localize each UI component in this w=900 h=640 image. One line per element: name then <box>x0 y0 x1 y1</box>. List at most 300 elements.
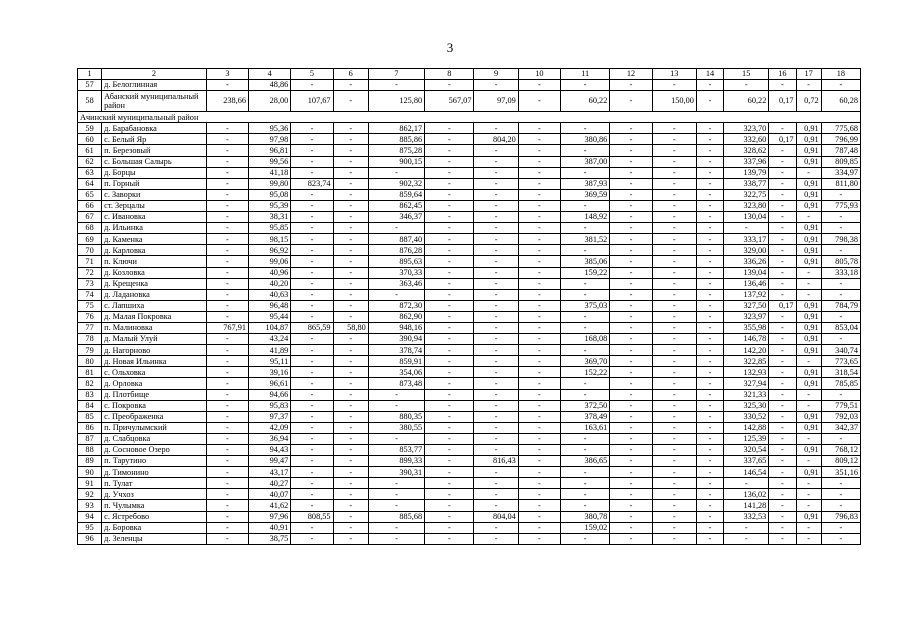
value-cell: - <box>610 200 652 211</box>
value-cell: 0,91 <box>796 345 821 356</box>
value-cell: - <box>368 478 424 489</box>
value-cell: - <box>610 300 652 311</box>
row-number-cell: 82 <box>78 378 102 389</box>
value-cell: 6 <box>333 69 368 80</box>
table-row <box>78 389 861 400</box>
value-cell: - <box>769 356 796 367</box>
value-cell: - <box>696 178 723 189</box>
value-cell: 7 <box>368 69 424 80</box>
value-cell: - <box>652 334 696 345</box>
row-number-cell: 68 <box>78 223 102 234</box>
value-cell: 58,80 <box>333 322 368 333</box>
table-row <box>78 400 861 411</box>
settlement-name-cell: с. Ольховка <box>102 367 207 378</box>
value-cell: - <box>610 156 652 167</box>
value-cell: - <box>696 267 723 278</box>
value-cell: 785,85 <box>821 378 860 389</box>
value-cell: - <box>561 200 610 211</box>
value-cell: 136,46 <box>724 278 769 289</box>
value-cell: - <box>474 334 518 345</box>
value-cell: - <box>291 378 333 389</box>
value-cell: - <box>796 456 821 467</box>
value-cell: - <box>425 467 474 478</box>
value-cell: 11 <box>561 69 610 80</box>
value-cell: - <box>425 345 474 356</box>
value-cell: - <box>796 522 821 533</box>
value-cell: - <box>518 456 560 467</box>
value-cell: - <box>696 223 723 234</box>
table-row <box>78 256 861 267</box>
value-cell: - <box>796 212 821 223</box>
value-cell: 380,78 <box>561 511 610 522</box>
value-cell: - <box>206 456 248 467</box>
value-cell: 385,06 <box>561 256 610 267</box>
value-cell: - <box>206 234 248 245</box>
value-cell: - <box>333 456 368 467</box>
value-cell: - <box>696 411 723 422</box>
value-cell: - <box>206 123 248 134</box>
value-cell: 0,91 <box>796 145 821 156</box>
value-cell: - <box>333 522 368 533</box>
value-cell: - <box>610 400 652 411</box>
value-cell: 43,17 <box>249 467 291 478</box>
row-number-cell: 89 <box>78 456 102 467</box>
value-cell: - <box>652 167 696 178</box>
value-cell: - <box>474 289 518 300</box>
settlement-name-cell: с. Лапшиха <box>102 300 207 311</box>
value-cell: 99,80 <box>249 178 291 189</box>
value-cell: 150,00 <box>652 91 696 112</box>
value-cell: - <box>821 334 860 345</box>
value-cell: - <box>518 278 560 289</box>
value-cell: - <box>474 80 518 91</box>
value-cell: - <box>696 200 723 211</box>
value-cell: - <box>368 533 424 544</box>
value-cell: - <box>769 145 796 156</box>
value-cell: 99,47 <box>249 456 291 467</box>
value-cell: 97,37 <box>249 411 291 422</box>
value-cell: 152,22 <box>561 367 610 378</box>
value-cell: - <box>769 80 796 91</box>
value-cell: 327,94 <box>724 378 769 389</box>
value-cell: - <box>425 267 474 278</box>
value-cell: 13 <box>652 69 696 80</box>
value-cell: 96,92 <box>249 245 291 256</box>
settlement-name-cell: п. Ключи <box>102 256 207 267</box>
value-cell: 332,53 <box>724 511 769 522</box>
value-cell: - <box>206 178 248 189</box>
row-number-cell: 66 <box>78 200 102 211</box>
value-cell: 387,93 <box>561 178 610 189</box>
value-cell: - <box>769 533 796 544</box>
value-cell: - <box>333 389 368 400</box>
value-cell: - <box>291 478 333 489</box>
row-number-cell: 92 <box>78 489 102 500</box>
value-cell: - <box>561 289 610 300</box>
value-cell: - <box>425 145 474 156</box>
value-cell: - <box>652 234 696 245</box>
value-cell: - <box>769 511 796 522</box>
table-row <box>78 445 861 456</box>
value-cell: - <box>696 489 723 500</box>
value-cell: - <box>291 522 333 533</box>
table-row <box>78 245 861 256</box>
value-cell: 96,48 <box>249 300 291 311</box>
value-cell: - <box>769 378 796 389</box>
value-cell: - <box>333 245 368 256</box>
value-cell: - <box>696 400 723 411</box>
value-cell: 99,56 <box>249 156 291 167</box>
row-number-cell: 87 <box>78 433 102 444</box>
value-cell: - <box>696 522 723 533</box>
row-number-cell: 86 <box>78 422 102 433</box>
value-cell: 0,91 <box>796 234 821 245</box>
value-cell: - <box>518 522 560 533</box>
value-cell: 333,17 <box>724 234 769 245</box>
value-cell: 805,78 <box>821 256 860 267</box>
table-row <box>78 422 861 433</box>
value-cell: - <box>425 456 474 467</box>
value-cell: - <box>652 345 696 356</box>
value-cell: - <box>474 245 518 256</box>
value-cell: 899,33 <box>368 456 424 467</box>
value-cell: 0,91 <box>796 300 821 311</box>
row-number-cell: 63 <box>78 167 102 178</box>
value-cell: - <box>333 422 368 433</box>
value-cell: - <box>696 345 723 356</box>
value-cell: - <box>474 378 518 389</box>
value-cell: 796,99 <box>821 134 860 145</box>
settlement-name-cell: с. Покровка <box>102 400 207 411</box>
value-cell: 96,61 <box>249 378 291 389</box>
value-cell: - <box>561 223 610 234</box>
row-number-cell: 70 <box>78 245 102 256</box>
value-cell: 4 <box>249 69 291 80</box>
value-cell: 378,49 <box>561 411 610 422</box>
row-number-cell: 61 <box>78 145 102 156</box>
value-cell: - <box>769 189 796 200</box>
value-cell: - <box>291 189 333 200</box>
settlement-name-cell: д. Малая Покровка <box>102 311 207 322</box>
value-cell: - <box>425 189 474 200</box>
value-cell: 97,09 <box>474 91 518 112</box>
value-cell: 40,20 <box>249 278 291 289</box>
value-cell: 862,17 <box>368 123 424 134</box>
value-cell: 330,52 <box>724 411 769 422</box>
value-cell: 811,80 <box>821 178 860 189</box>
value-cell: - <box>333 212 368 223</box>
value-cell: - <box>561 311 610 322</box>
value-cell: - <box>821 311 860 322</box>
value-cell: - <box>518 378 560 389</box>
value-cell: 41,62 <box>249 500 291 511</box>
value-cell: - <box>291 400 333 411</box>
settlement-name-cell: ст. Зерцалы <box>102 200 207 211</box>
value-cell: - <box>769 123 796 134</box>
value-cell: 0,91 <box>796 334 821 345</box>
value-cell: 787,48 <box>821 145 860 156</box>
value-cell: - <box>796 356 821 367</box>
value-cell: 40,63 <box>249 289 291 300</box>
value-cell: 378,74 <box>368 345 424 356</box>
value-cell: 0,17 <box>769 300 796 311</box>
value-cell: - <box>206 256 248 267</box>
value-cell: - <box>291 311 333 322</box>
value-cell: - <box>696 378 723 389</box>
value-cell: 567,07 <box>425 91 474 112</box>
value-cell: - <box>610 322 652 333</box>
value-cell: - <box>769 345 796 356</box>
value-cell: - <box>821 522 860 533</box>
value-cell: - <box>821 433 860 444</box>
value-cell: - <box>333 145 368 156</box>
settlement-name-cell: п. Березовый <box>102 145 207 156</box>
value-cell: - <box>610 80 652 91</box>
row-number-cell: 72 <box>78 267 102 278</box>
value-cell: - <box>425 234 474 245</box>
value-cell: - <box>333 91 368 112</box>
value-cell: - <box>206 200 248 211</box>
value-cell: - <box>206 389 248 400</box>
value-cell: 28,00 <box>249 91 291 112</box>
value-cell: - <box>206 223 248 234</box>
value-cell: - <box>368 80 424 91</box>
value-cell: - <box>474 311 518 322</box>
table-row <box>78 378 861 389</box>
value-cell: - <box>291 533 333 544</box>
table-row <box>78 322 861 333</box>
value-cell: - <box>610 445 652 456</box>
value-cell: - <box>291 167 333 178</box>
value-cell: - <box>821 80 860 91</box>
value-cell: 139,79 <box>724 167 769 178</box>
value-cell: - <box>518 156 560 167</box>
value-cell: 14 <box>696 69 723 80</box>
value-cell: - <box>518 356 560 367</box>
value-cell: 137,92 <box>724 289 769 300</box>
value-cell: 96,81 <box>249 145 291 156</box>
value-cell: 0,91 <box>796 322 821 333</box>
value-cell: - <box>333 156 368 167</box>
value-cell: - <box>696 212 723 223</box>
value-cell: - <box>291 445 333 456</box>
value-cell: 369,70 <box>561 356 610 367</box>
value-cell: - <box>696 334 723 345</box>
value-cell: - <box>206 489 248 500</box>
value-cell: - <box>474 422 518 433</box>
value-cell: - <box>474 467 518 478</box>
value-cell: 43,24 <box>249 334 291 345</box>
value-cell: 95,11 <box>249 356 291 367</box>
value-cell: - <box>769 467 796 478</box>
value-cell: - <box>518 367 560 378</box>
value-cell: - <box>769 156 796 167</box>
value-cell: - <box>610 433 652 444</box>
table-row <box>78 411 861 422</box>
value-cell: 107,67 <box>291 91 333 112</box>
settlement-name-cell: д. Плотбище <box>102 389 207 400</box>
settlement-name-cell: д. Ладановка <box>102 289 207 300</box>
value-cell: - <box>425 278 474 289</box>
value-cell: - <box>610 522 652 533</box>
value-cell: - <box>561 467 610 478</box>
value-cell: 333,18 <box>821 267 860 278</box>
settlement-name-cell: с. Ивановка <box>102 212 207 223</box>
value-cell: 125,80 <box>368 91 424 112</box>
settlement-name-cell: 2 <box>102 69 207 80</box>
value-cell: 809,85 <box>821 156 860 167</box>
value-cell: - <box>696 478 723 489</box>
value-cell: - <box>610 422 652 433</box>
value-cell: 0,91 <box>796 189 821 200</box>
table-row <box>78 134 861 145</box>
value-cell: - <box>291 223 333 234</box>
table-row <box>78 189 861 200</box>
value-cell: 318,54 <box>821 367 860 378</box>
value-cell: - <box>425 511 474 522</box>
value-cell: - <box>518 411 560 422</box>
value-cell: - <box>561 533 610 544</box>
value-cell: - <box>696 533 723 544</box>
value-cell: - <box>696 289 723 300</box>
value-cell: - <box>652 256 696 267</box>
value-cell: - <box>561 489 610 500</box>
value-cell: 804,04 <box>474 511 518 522</box>
value-cell: 340,74 <box>821 345 860 356</box>
value-cell: 332,60 <box>724 134 769 145</box>
value-cell: - <box>652 378 696 389</box>
value-cell: - <box>769 311 796 322</box>
value-cell: 146,54 <box>724 467 769 478</box>
value-cell: - <box>769 289 796 300</box>
settlement-name-cell: с. Белый Яр <box>102 134 207 145</box>
value-cell: - <box>206 445 248 456</box>
row-number-cell: 60 <box>78 134 102 145</box>
value-cell: - <box>333 256 368 267</box>
value-cell: 95,44 <box>249 311 291 322</box>
value-cell: 40,27 <box>249 478 291 489</box>
value-cell: 336,26 <box>724 256 769 267</box>
value-cell: - <box>652 322 696 333</box>
value-cell: - <box>652 80 696 91</box>
value-cell: - <box>652 511 696 522</box>
value-cell: - <box>610 478 652 489</box>
value-cell: - <box>769 445 796 456</box>
value-cell: - <box>333 400 368 411</box>
value-cell: - <box>796 278 821 289</box>
value-cell: 16 <box>769 69 796 80</box>
value-cell: - <box>610 389 652 400</box>
value-cell: - <box>652 367 696 378</box>
value-cell: - <box>610 223 652 234</box>
value-cell: - <box>206 311 248 322</box>
value-cell: 142,20 <box>724 345 769 356</box>
value-cell: - <box>425 433 474 444</box>
value-cell: - <box>696 145 723 156</box>
value-cell: - <box>518 467 560 478</box>
row-number-cell: 95 <box>78 522 102 533</box>
value-cell: - <box>821 533 860 544</box>
value-cell: - <box>425 478 474 489</box>
value-cell: - <box>696 234 723 245</box>
value-cell: 895,63 <box>368 256 424 267</box>
page-number: 3 <box>446 40 454 55</box>
value-cell: - <box>291 80 333 91</box>
value-cell: - <box>610 356 652 367</box>
value-cell: - <box>333 378 368 389</box>
value-cell: - <box>696 278 723 289</box>
value-cell: 0,91 <box>796 256 821 267</box>
value-cell: - <box>821 245 860 256</box>
value-cell: - <box>821 289 860 300</box>
value-cell: - <box>696 91 723 112</box>
value-cell: 98,15 <box>249 234 291 245</box>
value-cell: 39,16 <box>249 367 291 378</box>
value-cell: - <box>474 322 518 333</box>
value-cell: - <box>696 123 723 134</box>
value-cell: - <box>696 500 723 511</box>
value-cell: 60,22 <box>724 91 769 112</box>
value-cell: - <box>518 212 560 223</box>
value-cell: - <box>518 322 560 333</box>
value-cell: - <box>769 167 796 178</box>
value-cell: - <box>333 467 368 478</box>
value-cell: - <box>610 334 652 345</box>
value-cell: - <box>291 245 333 256</box>
value-cell: 3 <box>206 69 248 80</box>
value-cell: 372,50 <box>561 400 610 411</box>
value-cell: - <box>291 389 333 400</box>
value-cell: - <box>474 123 518 134</box>
value-cell: 768,12 <box>821 445 860 456</box>
value-cell: - <box>474 489 518 500</box>
value-cell: - <box>652 200 696 211</box>
value-cell: - <box>474 433 518 444</box>
value-cell: - <box>425 445 474 456</box>
value-cell: - <box>769 367 796 378</box>
value-cell: - <box>291 356 333 367</box>
value-cell: - <box>769 256 796 267</box>
value-cell: 853,77 <box>368 445 424 456</box>
value-cell: - <box>333 189 368 200</box>
value-cell: 328,62 <box>724 145 769 156</box>
value-cell: 880,35 <box>368 411 424 422</box>
value-cell: - <box>333 356 368 367</box>
value-cell: - <box>474 522 518 533</box>
value-cell: - <box>561 145 610 156</box>
value-cell: 0,17 <box>769 134 796 145</box>
value-cell: - <box>769 522 796 533</box>
value-cell: - <box>206 467 248 478</box>
value-cell: 41,18 <box>249 167 291 178</box>
value-cell: - <box>425 378 474 389</box>
table-row <box>78 278 861 289</box>
row-number-cell: 77 <box>78 322 102 333</box>
value-cell: - <box>291 156 333 167</box>
value-cell: - <box>696 167 723 178</box>
settlement-name-cell: Абанский муниципальный район <box>102 91 207 112</box>
value-cell: - <box>610 256 652 267</box>
value-cell: 0,91 <box>796 178 821 189</box>
value-cell: 48,86 <box>249 80 291 91</box>
value-cell: - <box>724 478 769 489</box>
table-row <box>78 311 861 322</box>
value-cell: 804,20 <box>474 134 518 145</box>
value-cell: - <box>796 433 821 444</box>
value-cell: - <box>206 278 248 289</box>
value-cell: 887,40 <box>368 234 424 245</box>
value-cell: - <box>769 422 796 433</box>
